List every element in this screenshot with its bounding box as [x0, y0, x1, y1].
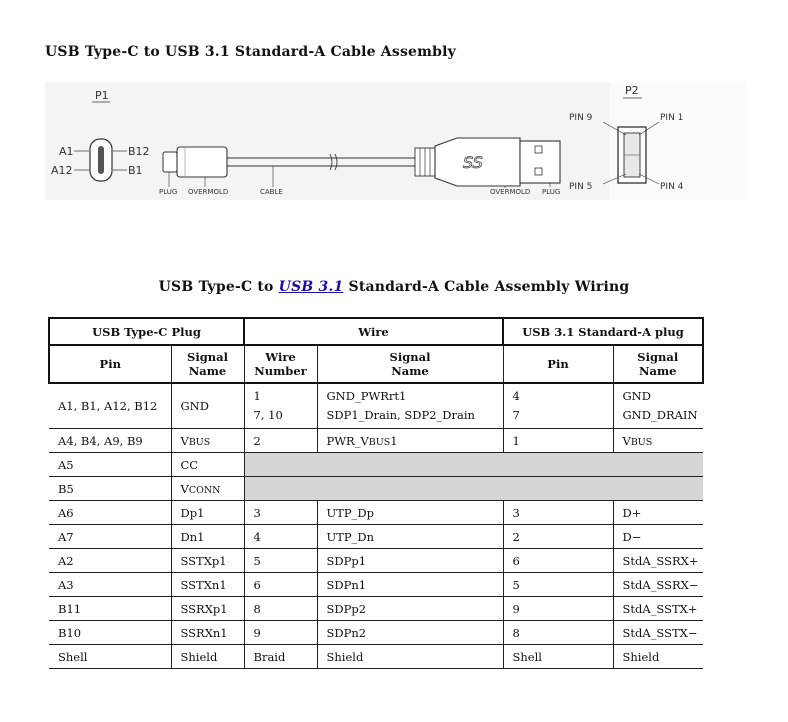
cell-text: V — [622, 433, 631, 448]
cell: 2 — [503, 525, 613, 549]
cell — [244, 383, 317, 429]
cell-line: GND_PWRrt1 — [326, 389, 407, 403]
cell: A5 — [49, 453, 171, 477]
cell: SDPp1 — [317, 549, 503, 573]
cell — [171, 429, 244, 453]
header-text: Signal — [187, 350, 228, 364]
plug-label-left: PLUG — [159, 188, 178, 196]
p2-label: P2 — [625, 84, 639, 97]
cell: SSRXn1 — [171, 621, 244, 645]
cell: SDPp2 — [317, 597, 503, 621]
cable-label: CABLE — [260, 188, 283, 196]
table-row-dn — [49, 525, 703, 549]
wiring-table — [48, 317, 704, 669]
cell: Shell — [49, 645, 171, 669]
table-row-a3 — [49, 573, 703, 597]
page-title: USB Type-C to USB 3.1 Standard-A Cable Assembly — [45, 44, 456, 60]
cell-text-smallcaps: CONN — [188, 484, 221, 496]
cell: Braid — [244, 645, 317, 669]
pin-b1-label: B1 — [128, 164, 143, 177]
pin4-label: PIN 4 — [660, 182, 684, 192]
cell: 9 — [244, 621, 317, 645]
cell: 8 — [244, 597, 317, 621]
overmold-label-left: OVERMOLD — [188, 188, 229, 196]
table-row-vconn — [49, 477, 703, 501]
cell: StdA_SSTX− — [613, 621, 703, 645]
cell: 3 — [244, 501, 317, 525]
cell: Shell — [503, 645, 613, 669]
shaded-cell — [244, 453, 703, 477]
cable-assembly-diagram — [45, 82, 745, 207]
header-text: Name — [188, 364, 227, 378]
pin5-label: PIN 5 — [569, 182, 593, 192]
cell: B5 — [49, 477, 171, 501]
ss-logo: SS — [463, 153, 483, 172]
table-title-prefix: USB Type-C to — [158, 279, 279, 295]
cell — [171, 477, 244, 501]
cell: B11 — [49, 597, 171, 621]
group-wire-header: Wire — [244, 318, 503, 345]
cell: A7 — [49, 525, 171, 549]
cell: 2 — [244, 429, 317, 453]
cell: UTP_Dn — [317, 525, 503, 549]
table-row-shell — [49, 645, 703, 669]
header-text: Number — [254, 364, 307, 378]
group-header-row — [49, 318, 703, 345]
cell-line: 7, 10 — [253, 408, 283, 422]
pin-a1-label: A1 — [59, 145, 74, 158]
cell: SDPn1 — [317, 573, 503, 597]
plug-label-right: PLUG — [542, 188, 561, 196]
cell-line: 1 — [253, 389, 261, 403]
cell: StdA_SSTX+ — [613, 597, 703, 621]
table-row-b10 — [49, 621, 703, 645]
table-row-a2 — [49, 549, 703, 573]
cell: 3 — [503, 501, 613, 525]
cell: Shield — [613, 645, 703, 669]
cell: SDPn2 — [317, 621, 503, 645]
table-row-gnd — [49, 383, 703, 429]
cell — [613, 429, 703, 453]
header-text: Name — [391, 364, 429, 378]
table-title — [0, 279, 788, 295]
cell: StdA_SSRX− — [613, 573, 703, 597]
cell: A3 — [49, 573, 171, 597]
pin-b12-label: B12 — [128, 145, 150, 158]
cell: 5 — [503, 573, 613, 597]
cell: A6 — [49, 501, 171, 525]
col-wire-signal — [317, 345, 503, 383]
cell: A4, B4, A9, B9 — [49, 429, 171, 453]
cell: SSTXn1 — [171, 573, 244, 597]
cell-text-smallcaps: BUS — [188, 436, 211, 448]
cell: A1, B1, A12, B12 — [49, 383, 171, 429]
overmold-label-right: OVERMOLD — [490, 188, 531, 196]
table-title-suffix: Standard-A Cable Assembly Wiring — [343, 279, 630, 295]
cell: D− — [613, 525, 703, 549]
cell-line: 4 — [512, 389, 520, 403]
cell-line: GND_DRAIN — [622, 408, 698, 422]
cell-text-smallcaps: BUS — [368, 436, 391, 448]
group-stda-header: USB 3.1 Standard-A plug — [503, 318, 703, 345]
column-header-row — [49, 345, 703, 383]
table-row-cc — [49, 453, 703, 477]
cell-text: 1 — [390, 433, 398, 448]
table-row-vbus — [49, 429, 703, 453]
header-text: Name — [639, 364, 677, 378]
table-row-b11 — [49, 597, 703, 621]
table-row-dp — [49, 501, 703, 525]
cell: StdA_SSRX+ — [613, 549, 703, 573]
cell: 1 — [503, 429, 613, 453]
cell: CC — [171, 453, 244, 477]
cell: Shield — [171, 645, 244, 669]
header-text: Wire — [265, 350, 296, 364]
cell: 8 — [503, 621, 613, 645]
pin-a12-label: A12 — [51, 164, 73, 177]
cell-line: 7 — [512, 408, 520, 422]
pin1-label: PIN 1 — [660, 113, 684, 123]
col-typec-pin: Pin — [49, 345, 171, 383]
cell: SSTXp1 — [171, 549, 244, 573]
cell — [503, 383, 613, 429]
cell-text: PWR_V — [326, 433, 369, 448]
cell-line: SDP1_Drain, SDP2_Drain — [326, 408, 475, 422]
col-stda-pin: Pin — [503, 345, 613, 383]
cell: 6 — [244, 573, 317, 597]
cell: A2 — [49, 549, 171, 573]
header-text: Signal — [637, 350, 679, 364]
p1-label: P1 — [95, 89, 109, 102]
cell: D+ — [613, 501, 703, 525]
cell: Dn1 — [171, 525, 244, 549]
usb31-link[interactable]: USB 3.1 — [278, 279, 344, 295]
cell-text: V — [180, 433, 189, 448]
cell-text: V — [180, 481, 189, 496]
col-typec-signal — [171, 345, 244, 383]
header-text: Signal — [389, 350, 431, 364]
cell: Shield — [317, 645, 503, 669]
cell: GND — [171, 383, 244, 429]
cell — [317, 383, 503, 429]
col-wire-number — [244, 345, 317, 383]
cell: SSRXp1 — [171, 597, 244, 621]
cell: B10 — [49, 621, 171, 645]
cell: Dp1 — [171, 501, 244, 525]
cell-line: GND — [622, 389, 651, 403]
cell: 9 — [503, 597, 613, 621]
shaded-cell — [244, 477, 703, 501]
pin9-label: PIN 9 — [569, 113, 593, 123]
cell: 6 — [503, 549, 613, 573]
cell: 5 — [244, 549, 317, 573]
cell — [613, 383, 703, 429]
cell-text-smallcaps: BUS — [630, 436, 653, 448]
cell: 4 — [244, 525, 317, 549]
cell: UTP_Dp — [317, 501, 503, 525]
cell — [317, 429, 503, 453]
col-stda-signal — [613, 345, 703, 383]
group-typec-header: USB Type-C Plug — [49, 318, 244, 345]
